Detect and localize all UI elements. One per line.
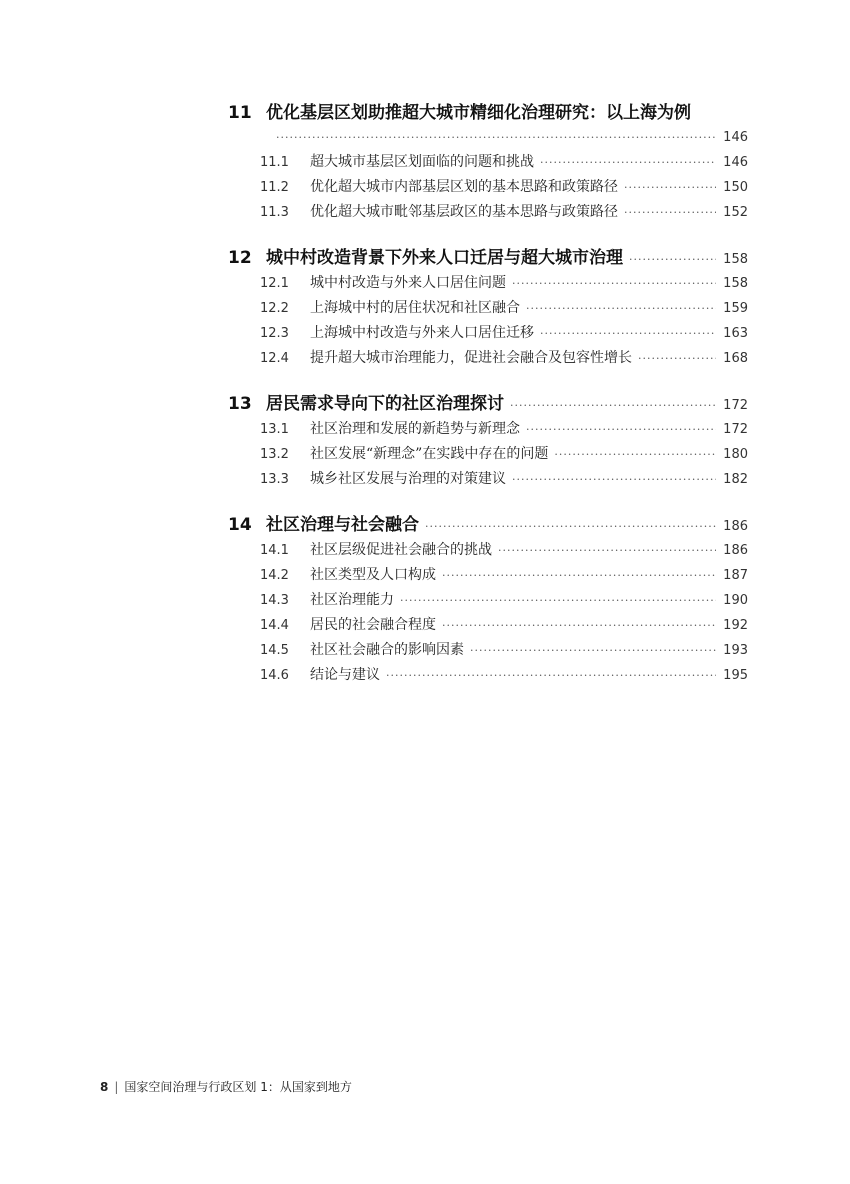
section-title: 超大城市基层区划面临的问题和挑战 xyxy=(310,154,534,170)
section-entry xyxy=(260,442,748,467)
section-title: 社区发展“新理念”在实践中存在的问题 xyxy=(310,446,549,462)
section-page-number: 158 xyxy=(723,276,748,291)
dot-leader xyxy=(386,663,716,688)
chapter-number: 14 xyxy=(228,515,252,535)
section-page-number: 150 xyxy=(723,180,748,195)
section-page-number: 152 xyxy=(723,205,748,220)
section-page-number: 163 xyxy=(723,326,748,341)
dot-leader xyxy=(638,346,716,371)
section-title: 提升超大城市治理能力，促进社会融合及包容性增长 xyxy=(310,350,632,366)
section-page-number: 172 xyxy=(723,422,748,437)
dot-leader xyxy=(512,467,716,492)
section-number: 12.2 xyxy=(260,301,289,316)
section-number: 14.1 xyxy=(260,543,289,558)
section-page-number: 192 xyxy=(723,618,748,633)
chapter-heading xyxy=(228,100,748,126)
table-of-contents xyxy=(228,100,748,708)
section-number: 14.4 xyxy=(260,618,289,633)
section-entry xyxy=(260,538,748,563)
chapter-number: 13 xyxy=(228,394,252,414)
dot-leader xyxy=(554,442,716,467)
section-title: 社区类型及人口构成 xyxy=(310,567,436,583)
section-entry xyxy=(260,588,748,613)
folio-page-number: 8 xyxy=(100,1080,109,1094)
dot-leader xyxy=(629,247,716,273)
chapter-page-number: 172 xyxy=(723,398,748,413)
chapter-12 xyxy=(228,245,748,371)
chapter-title: 社区治理与社会融合 xyxy=(266,515,419,535)
chapter-number: 12 xyxy=(228,248,252,268)
section-title: 结论与建议 xyxy=(310,667,380,683)
dot-leader xyxy=(425,514,716,540)
section-number: 13.3 xyxy=(260,472,289,487)
chapter-number: 11 xyxy=(228,103,252,123)
section-list xyxy=(228,150,748,225)
section-page-number: 190 xyxy=(723,593,748,608)
dot-leader xyxy=(540,150,716,175)
dot-leader xyxy=(624,175,716,200)
section-page-number: 187 xyxy=(723,568,748,583)
section-list xyxy=(228,271,748,371)
section-entry xyxy=(260,663,748,688)
section-number: 11.1 xyxy=(260,155,289,170)
dot-leader xyxy=(624,200,716,225)
footer-separator: | xyxy=(114,1080,119,1094)
section-title: 上海城中村改造与外来人口居住迁移 xyxy=(310,325,534,341)
section-title: 优化超大城市内部基层区划的基本思路和政策路径 xyxy=(310,179,618,195)
dot-leader xyxy=(442,563,716,588)
dot-leader xyxy=(510,393,716,419)
section-list xyxy=(228,538,748,688)
chapter-page-number: 146 xyxy=(723,130,748,145)
section-page-number: 168 xyxy=(723,351,748,366)
dot-leader xyxy=(442,613,716,638)
running-book-title: 国家空间治理与行政区划 1：从国家到地方 xyxy=(124,1080,352,1094)
section-entry xyxy=(260,200,748,225)
dot-leader xyxy=(526,296,716,321)
section-entry xyxy=(260,467,748,492)
page-footer xyxy=(100,1078,352,1095)
section-title: 上海城中村的居住状况和社区融合 xyxy=(310,300,520,316)
dot-leader xyxy=(526,417,716,442)
dot-leader xyxy=(276,126,716,150)
chapter-11 xyxy=(228,100,748,225)
section-number: 11.2 xyxy=(260,180,289,195)
section-entry xyxy=(260,150,748,175)
section-title: 社区社会融合的影响因素 xyxy=(310,642,464,658)
section-number: 14.5 xyxy=(260,643,289,658)
chapter-title: 居民需求导向下的社区治理探讨 xyxy=(266,394,504,414)
dot-leader xyxy=(470,638,716,663)
section-page-number: 195 xyxy=(723,668,748,683)
section-number: 14.3 xyxy=(260,593,289,608)
section-entry xyxy=(260,296,748,321)
section-number: 12.3 xyxy=(260,326,289,341)
section-entry xyxy=(260,417,748,442)
dot-leader xyxy=(512,271,716,296)
section-title: 城中村改造与外来人口居住问题 xyxy=(310,275,506,291)
chapter-page-number: 186 xyxy=(723,519,748,534)
section-entry xyxy=(260,613,748,638)
section-number: 12.1 xyxy=(260,276,289,291)
section-title: 城乡社区发展与治理的对策建议 xyxy=(310,471,506,487)
section-page-number: 182 xyxy=(723,472,748,487)
section-number: 12.4 xyxy=(260,351,289,366)
section-entry xyxy=(260,271,748,296)
section-title: 社区治理能力 xyxy=(310,592,394,608)
section-entry xyxy=(260,563,748,588)
section-entry xyxy=(260,346,748,371)
chapter-14 xyxy=(228,512,748,688)
chapter-title: 优化基层区划助推超大城市精细化治理研究：以上海为例 xyxy=(266,103,691,123)
section-title: 居民的社会融合程度 xyxy=(310,617,436,633)
section-page-number: 186 xyxy=(723,543,748,558)
section-page-number: 180 xyxy=(723,447,748,462)
chapter-heading xyxy=(228,245,748,271)
section-title: 社区治理和发展的新趋势与新理念 xyxy=(310,421,520,437)
section-number: 13.1 xyxy=(260,422,289,437)
chapter-page-line xyxy=(228,126,748,150)
chapter-title: 城中村改造背景下外来人口迁居与超大城市治理 xyxy=(266,248,623,268)
section-entry xyxy=(260,638,748,663)
dot-leader xyxy=(400,588,716,613)
chapter-page-number: 158 xyxy=(723,252,748,267)
chapter-heading xyxy=(228,512,748,538)
section-page-number: 146 xyxy=(723,155,748,170)
section-title: 社区层级促进社会融合的挑战 xyxy=(310,542,492,558)
dot-leader xyxy=(540,321,716,346)
section-title: 优化超大城市毗邻基层政区的基本思路与政策路径 xyxy=(310,204,618,220)
section-number: 11.3 xyxy=(260,205,289,220)
section-entry xyxy=(260,175,748,200)
section-number: 14.6 xyxy=(260,668,289,683)
section-page-number: 159 xyxy=(723,301,748,316)
dot-leader xyxy=(498,538,716,563)
chapter-13 xyxy=(228,391,748,492)
section-page-number: 193 xyxy=(723,643,748,658)
section-number: 14.2 xyxy=(260,568,289,583)
section-entry xyxy=(260,321,748,346)
section-list xyxy=(228,417,748,492)
section-number: 13.2 xyxy=(260,447,289,462)
chapter-heading xyxy=(228,391,748,417)
